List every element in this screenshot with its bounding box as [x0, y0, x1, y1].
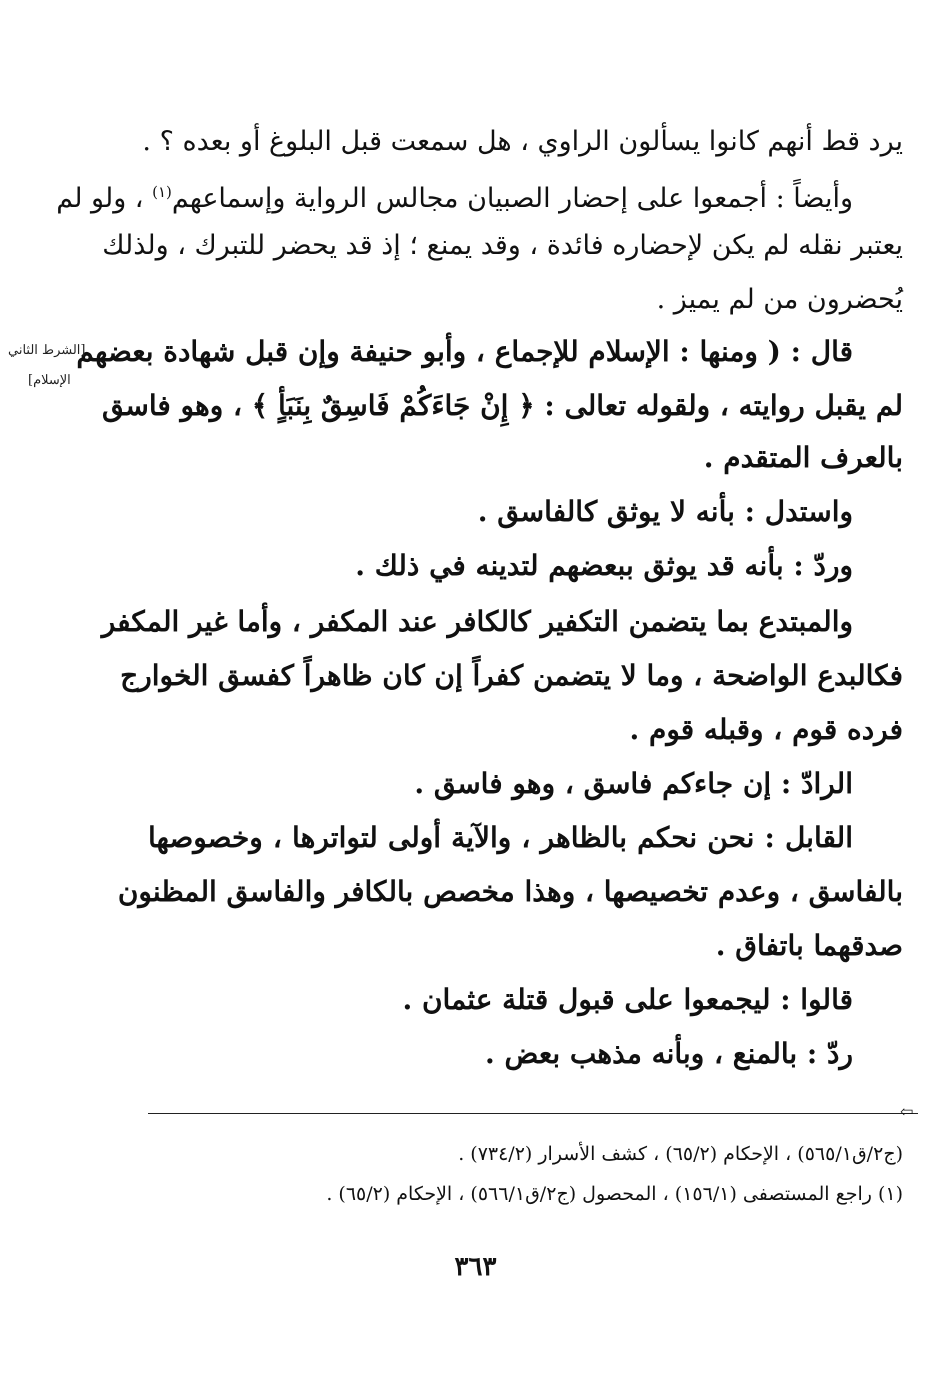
text-line-18: ردّ : بالمنع ، وبأنه مذهب بعض . [485, 1037, 853, 1070]
text-line-11: فكالبدع الواضحة ، وما لا يتضمن كفراً إن كان ظاهراً كفسق الخوارج [120, 659, 903, 692]
text-line-4: يُحضرون من لم يميز . [656, 284, 903, 315]
text-line-2 [56, 172, 853, 219]
footnote-1: (١) راجع المستصفى (١٥٦/١) ، المحصول (ج٢/ق٥٦٦/١) ، الإحكام (٦٥/٢) . [326, 1183, 903, 1205]
text-line-10: والمبتدع بما يتضمن التكفير كالكافر عند المكفر ، وأما غير المكفر [101, 605, 853, 638]
text-line-9: وردّ : بأنه قد يوثق ببعضهم لتدينه في ذلك . [355, 549, 853, 582]
margin-note-subtitle: الإسلام] [28, 373, 71, 388]
text-line-15: بالفاسق ، وعدم تخصيصها ، وهذا مخصص بالكافر والفاسق المظنون [117, 875, 903, 908]
text-line-1: يرد قط أنهم كانوا يسألون الراوي ، هل سمعت قبل البلوغ أو بعده ؟ . [142, 126, 903, 157]
text-line-2-main: وأيضاً : أجمعوا على إحضار الصبيان مجالس الرواية وإسماعهم [171, 183, 853, 214]
text-line-13: الرادّ : إن جاءكم فاسق ، وهو فاسق . [414, 767, 853, 800]
footnote-divider [148, 1113, 918, 1114]
text-line-8: واستدل : بأنه لا يوثق كالفاسق . [477, 495, 853, 528]
text-line-2-tail: ، ولو لم [56, 183, 144, 214]
margin-note-title: [الشرط الثاني [8, 343, 86, 358]
continuation-arrow-icon: ⇦ [900, 1102, 914, 1121]
footnote-ref-1[interactable]: (١) [152, 183, 172, 201]
page-number: ٣٦٣ [454, 1252, 497, 1282]
text-line-16: صدقهما باتفاق . [715, 929, 903, 962]
text-line-17: قالوا : ليجمعوا على قبول قتلة عثمان . [402, 983, 853, 1016]
text-line-14: القابل : نحن نحكم بالظاهر ، والآية أولى لتواترها ، وخصوصها [148, 821, 853, 854]
text-line-5: قال : ( ومنها : الإسلام للإجماع ، وأبو حنيفة وإن قبل شهادة بعضهم [76, 335, 853, 368]
text-line-3: يعتبر نقله لم يكن لإحضاره فائدة ، وقد يمنع ؛ إذ قد يحضر للتبرك ، ولذلك [102, 230, 903, 261]
text-line-7: بالعرف المتقدم . [703, 441, 903, 474]
text-line-12: فرده قوم ، وقبله قوم . [629, 713, 903, 746]
footnote-continued: (ج٢/ق٥٦٥/١) ، الإحكام (٦٥/٢) ، كشف الأسرار (٧٣٤/٢) . [458, 1143, 903, 1165]
text-line-6: لم يقبل روايته ، ولقوله تعالى : ﴿ إِنْ جَاءَكُمْ فَاسِقٌ بِنَبَأٍ ﴾ ، وهو فاسق [102, 389, 903, 422]
